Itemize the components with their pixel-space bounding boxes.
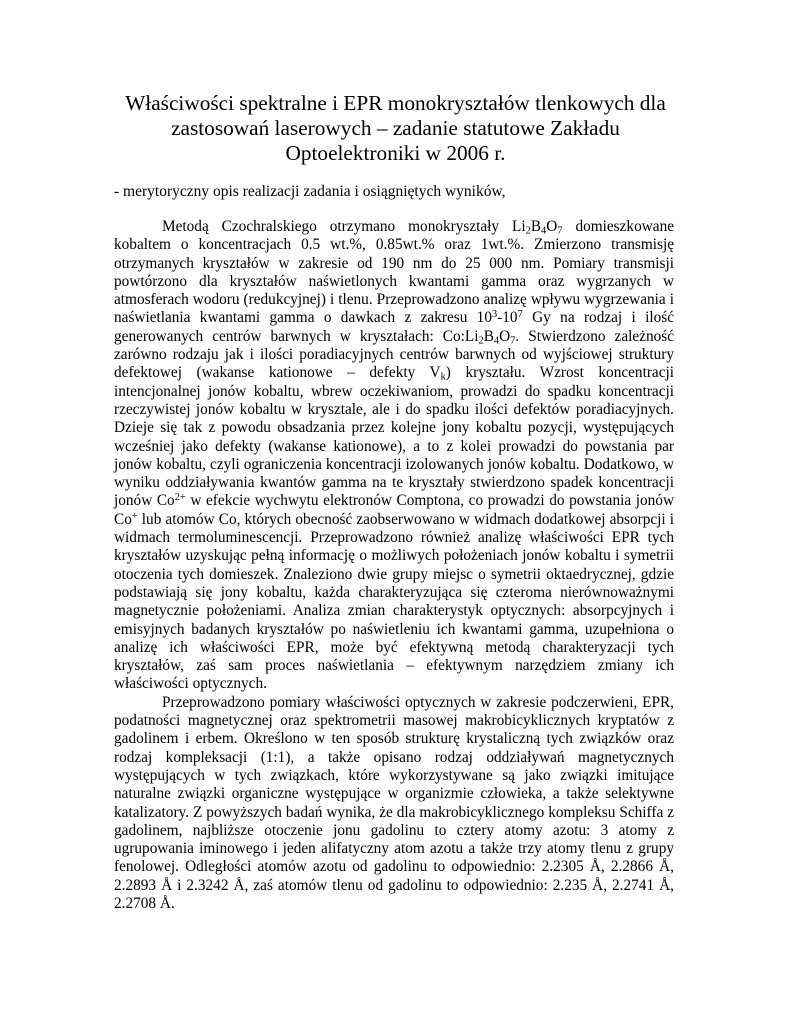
- text-run: . Stwierdzono zależność zarówno rodzaju jak i ilości poradiacyjnych centrów barwnych od wyjściowej struktury defektowej (wakanse kationowe – defekty V: [114, 327, 674, 382]
- text-run: B: [530, 218, 542, 235]
- superscript: +: [131, 510, 138, 522]
- text-run: Metodą Czochralskiego otrzymano monokryształy Li: [162, 218, 526, 235]
- superscript: 7: [517, 309, 523, 321]
- subscript: 7: [510, 335, 516, 347]
- text-run: lub atomów Co, których obecność zaobserwowano w widmach dodatkowej absorpcji i widmach termoluminescencji. Przeprowadzono również analizę właściwości EPR tych kryształów uzyskując pełną informację o możliwych położeniach jonów kobaltu i symetrii otoczenia tych domieszek. Znaleziono dwie grupy miejsc o symetrii oktaedrycznej, gdzie podstawiają się jony kobaltu, każda charakteryzująca się czteroma nierównoważnymi magnetycznie położeniami. Analiza zmian charakterystyk optycznych: absorpcyjnych i emisyjnych badanych kryształów po naświetleniu ich kwantami gamma, uzupełniona o analizę ich właściwości EPR, może być efektywną metodą charakteryzacji tych kryształów, zaś sam proces naświetlania – efektywnym narzędziem zmiany ich właściwości optycznych.: [114, 510, 674, 693]
- subscript: 4: [493, 335, 500, 347]
- title-line-2: zastosowań laserowych – zadanie statutowe Zakładu: [171, 116, 620, 140]
- text-run: -10: [497, 309, 518, 327]
- document-title: [100, 91, 691, 166]
- title-line-1: Właściwości spektralne i EPR monokryształów tlenkowych dla: [125, 91, 666, 115]
- text-run: ) kryształu. Wzrost koncentracji intencjonalnej jonów kobaltu, wbrew oczekiwaniom, prowadzi do spadku koncentracji rzeczywistej jonów kobaltu w krysztale, ale i do spadku ilości defektów poradiacyjnych. Dzieje się tak z powodu obsadzania przez kolejne jony kobaltu pozycji, występujących wcześniej jako defekty (wakanse kationowe), a to z kolei prowadzi do powstania par jonów kobaltu, czyli ograniczenia koncentracji izolowanych jonów kobaltu. Dodatkowo, w wyniku oddziaływania kwantów gamma na te kryształy stwierdzono spadek koncentracji jonów Co: [114, 364, 674, 510]
- paragraph-1: [114, 218, 674, 694]
- subscript: 4: [541, 225, 547, 237]
- text-run: domieszkowane kobaltem o koncentracjach 0.5 wt.%, 0.85wt.% oraz 1wt.%. Zmierzono transmisję otrzymanych kryształów w zakresie od 190 nm do 25 000 nm. Pomiary transmisji powtórzono dla kryształów naświetlonych kwantami gamma oraz wygrzanych w atmosferach wodoru (redukcyjnej) i tlenu. Przeprowadzono analizę wpływu wygrzewania i naświetlania kwantami gamma o dawkach z zakresu 10: [114, 218, 675, 327]
- text-run: B: [483, 327, 494, 345]
- document-body: [114, 218, 674, 913]
- paragraph-2: Przeprowadzono pomiary właściwości optycznych w zakresie podczerwieni, EPR, podatności magnetycznej oraz spektrometrii masowej makrobicyklicznych kryptatów z gadolinem i erbem. Określono w ten sposób strukturę krystaliczną tych związków oraz rodzaj kompleksacji (1:1), a także opisano rodzaj oddziaływań magnetycznych występujących w tych związkach, które wykorzystywane są jako związki imitujące naturalne związki organiczne występujące w organizmie człowieka, a także selektywne katalizatory. Z powyższych badań wynika, że dla makrobicyklicznego kompleksu Schiffa z gadolinem, najbliższe otoczenie jonu gadolinu to cztery atomy azotu: 3 atomy z ugrupowania iminowego i jeden alifatyczny atom azotu a także trzy atomy tlenu z grupy fenolowej. Odległości atomów azotu od gadolinu to odpowiednio: 2.2305 Å, 2.2866 Å, 2.2893 Å i 2.3242 Å, zaś atomów tlenu od gadolinu to odpowiednio: 2.235 Å, 2.2741 Å, 2.2708 Å.: [114, 693, 674, 912]
- subscript: 2: [478, 335, 484, 347]
- subscript: k: [440, 371, 446, 383]
- text-run: w efekcie wychwytu elektronów Comptona, co prowadzi do powstania jonów Co: [114, 492, 674, 528]
- subscript: 2: [525, 225, 531, 237]
- superscript: 3: [491, 309, 498, 321]
- text-run: Gy na rodzaj i ilość generowanych centrów barwnych w kryształach: Co:Li: [114, 309, 674, 345]
- title-line-3: Optoelektroniki w 2006 r.: [285, 141, 506, 165]
- intro-line: - merytoryczny opis realizacji zadania i osiągniętych wyników,: [114, 183, 506, 200]
- text-run: O: [546, 218, 558, 235]
- superscript: 2+: [174, 492, 186, 504]
- text-run: O: [499, 327, 511, 345]
- subscript: 7: [557, 225, 563, 237]
